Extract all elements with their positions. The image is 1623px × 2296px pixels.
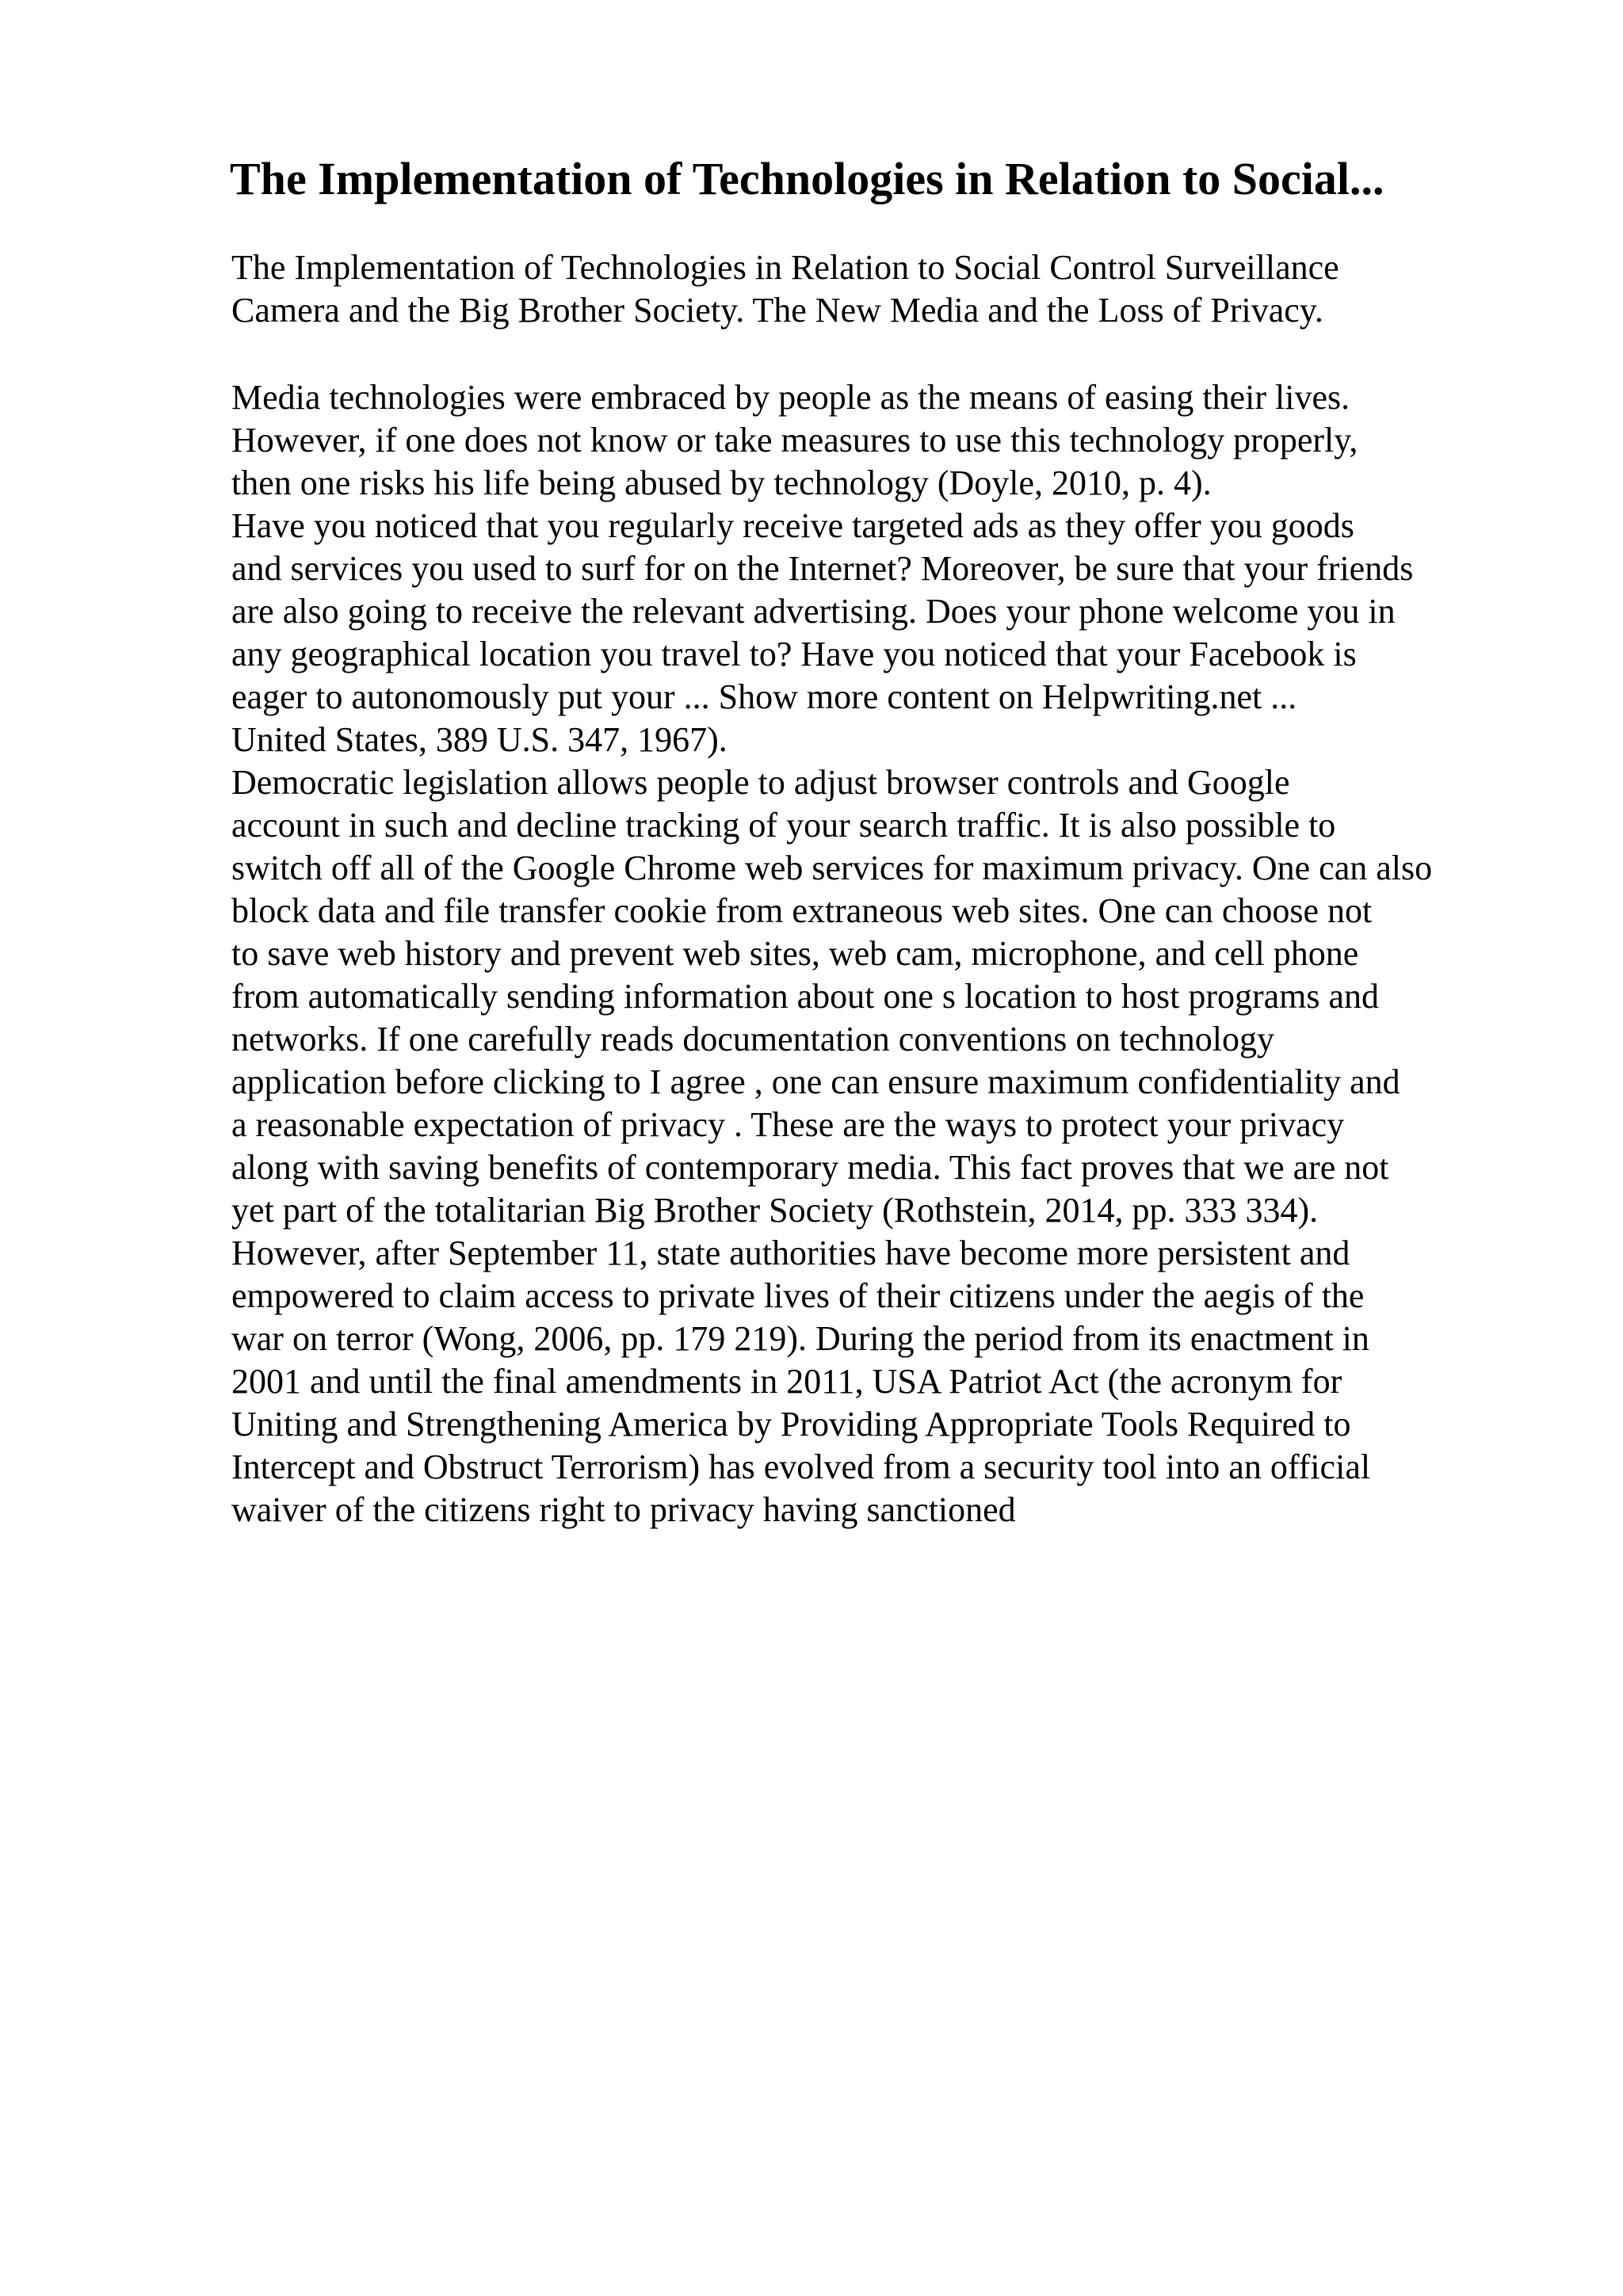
subtitle-block <box>231 246 1531 332</box>
body-line: Media technologies were embraced by people as the means of easing their lives. <box>231 378 1350 417</box>
body-block <box>231 376 1531 1531</box>
body-line: any geographical location you travel to? Have you noticed that your Facebook is <box>231 635 1357 673</box>
body-line: to save web history and prevent web sites, web cam, microphone, and cell phone <box>231 934 1359 973</box>
body-line: account in such and decline tracking of your search traffic. It is also possible to <box>231 806 1336 845</box>
body-line: application before clicking to I agree , one can ensure maximum confidentiality and <box>231 1062 1400 1101</box>
body-line: block data and file transfer cookie from extraneous web sites. One can choose not <box>231 891 1373 930</box>
body-line: along with saving benefits of contemporary media. This fact proves that we are not <box>231 1148 1389 1187</box>
body-line: switch off all of the Google Chrome web services for maximum privacy. One can also <box>231 849 1433 887</box>
body-line: yet part of the totalitarian Big Brother Society (Rothstein, 2014, pp. 333 334). <box>231 1191 1319 1230</box>
document-body <box>231 246 1531 1531</box>
body-line: Have you noticed that you regularly receive targeted ads as they offer you goods <box>231 506 1354 545</box>
body-line: waiver of the citizens right to privacy having sanctioned <box>231 1490 1016 1529</box>
body-line: Democratic legislation allows people to adjust browser controls and Google <box>231 763 1290 802</box>
body-line: Uniting and Strengthening America by Providing Appropriate Tools Required to <box>231 1405 1351 1444</box>
body-line: are also going to receive the relevant advertising. Does your phone welcome you in <box>231 592 1396 631</box>
body-line: and services you used to surf for on the Internet? Moreover, be sure that your friends <box>231 549 1414 588</box>
body-line: war on terror (Wong, 2006, pp. 179 219). During the period from its enactment in <box>231 1319 1369 1358</box>
body-line: However, after September 11, state authorities have become more persistent and <box>231 1234 1350 1272</box>
subtitle-line: The Implementation of Technologies in Relation to Social Control Surveillance <box>231 248 1339 287</box>
body-line: empowered to claim access to private lives of their citizens under the aegis of the <box>231 1276 1365 1315</box>
paragraph-gap <box>231 332 1531 376</box>
body-line: a reasonable expectation of privacy . These are the ways to protect your privacy <box>231 1105 1345 1144</box>
body-line: United States, 389 U.S. 347, 1967). <box>231 720 727 759</box>
body-line: Intercept and Obstruct Terrorism) has evolved from a security tool into an official <box>231 1447 1371 1486</box>
body-line: from automatically sending information about one s location to host programs and <box>231 977 1380 1016</box>
body-line: networks. If one carefully reads documentation conventions on technology <box>231 1020 1274 1058</box>
document-title: The Implementation of Technologies in Relation to Social... <box>230 153 1384 204</box>
body-line: 2001 and until the final amendments in 2011, USA Patriot Act (the acronym for <box>231 1362 1342 1401</box>
show-more-line: eager to autonomously put your ... Show more content on Helpwriting.net ... <box>231 677 1297 716</box>
subtitle-line: Camera and the Big Brother Society. The New Media and the Loss of Privacy. <box>231 291 1323 330</box>
body-line: However, if one does not know or take measures to use this technology properly, <box>231 421 1358 460</box>
body-line: then one risks his life being abused by technology (Doyle, 2010, p. 4). <box>231 463 1212 502</box>
